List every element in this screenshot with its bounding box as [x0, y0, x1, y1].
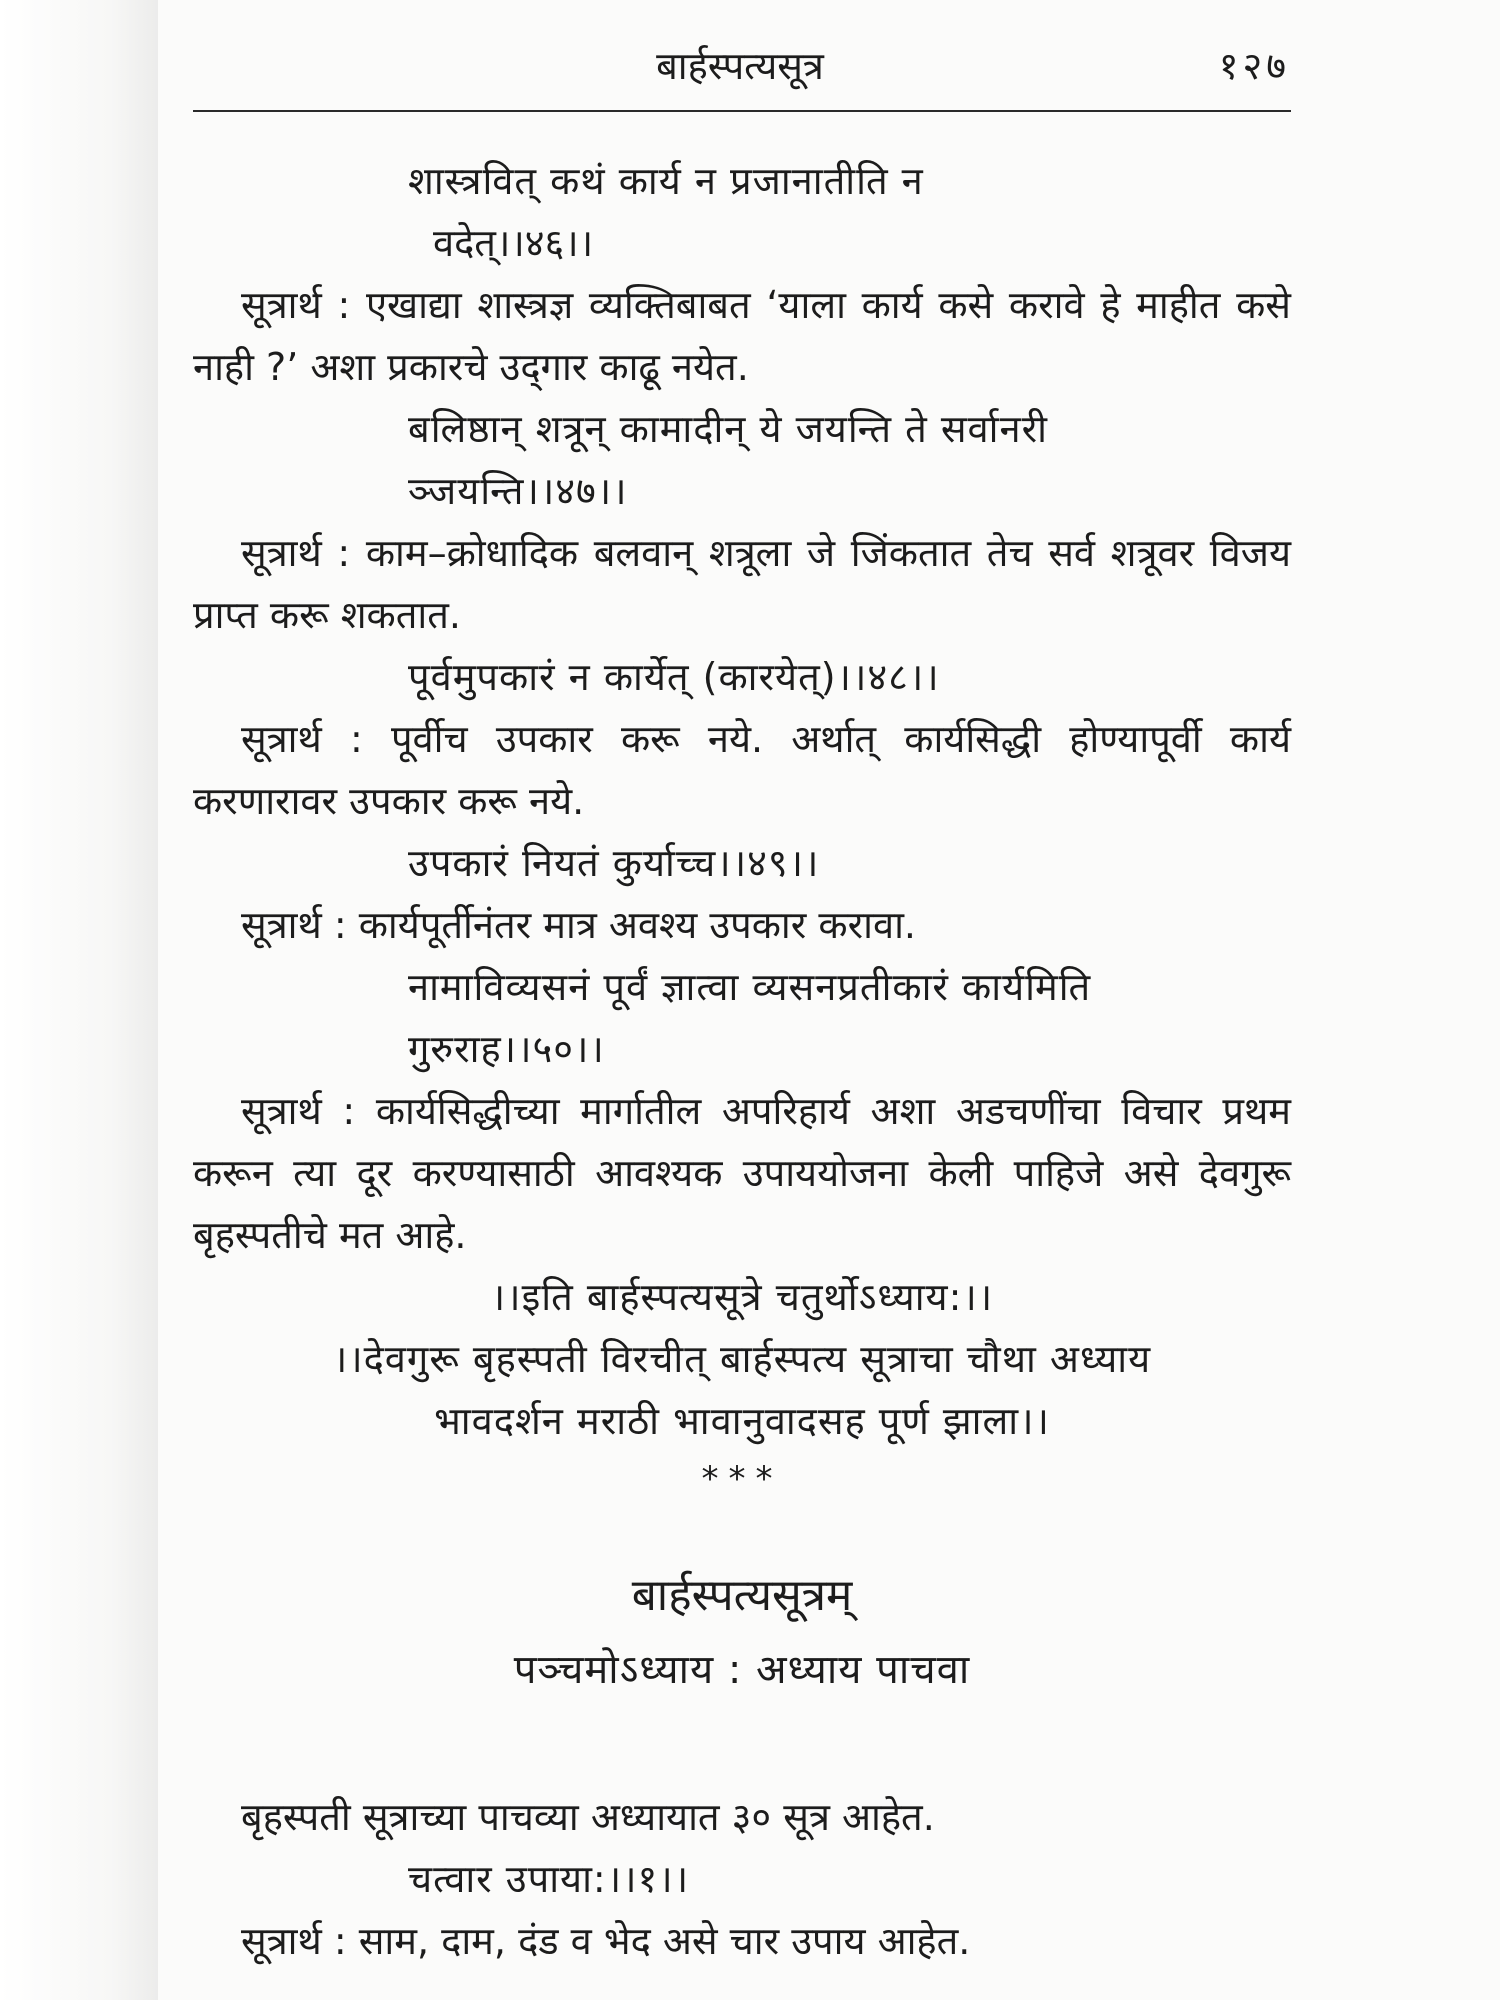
sutra-50-line-1: नामाविव्यसनं पूर्वं ज्ञात्वा व्यसनप्रतीकारं कार्यमिति — [408, 965, 1092, 1009]
chapter-4-end-line-2: ।।देवगुरू बृहस्पती विरचीत् बार्हस्पत्य सूत्राचा चौथा अध्याय — [332, 1337, 1152, 1381]
chapter-5-title: बार्हस्पत्यसूत्रम् — [631, 1570, 853, 1621]
sutra-49-meaning: सूत्रार्थ : कार्यपूर्तीनंतर मात्र अवश्य उपकार करावा. — [241, 903, 916, 947]
section-divider-stars: *** — [701, 1459, 783, 1499]
sutra-49-line-1: उपकारं नियतं कुर्याच्च।।४९।। — [408, 841, 820, 885]
chapter-5-sutra-1-meaning: सूत्रार्थ : साम, दाम, दंड व भेद असे चार उपाय आहेत. — [241, 1919, 971, 1963]
sutra-48-line-1: पूर्वमुपकारं न कार्येत् (कारयेत्)।।४८।। — [408, 655, 940, 699]
chapter-4-end-line-3: भावदर्शन मराठी भावानुवादसह पूर्ण झाला।। — [434, 1399, 1050, 1443]
sutra-47-meaning: सूत्रार्थ : काम–क्रोधादिक बलवान् शत्रूला जे जिंकतात तेच सर्व शत्रूवर विजय प्राप्त करू शकतात. — [193, 531, 1291, 637]
sutra-46-meaning: सूत्रार्थ : एखाद्या शास्त्रज्ञ व्यक्तिबाबत ‘याला कार्य कसे करावे हे माहीत कसे नाही ?’ अशा प्रकारचे उद्‌गार काढू नयेत. — [193, 283, 1291, 389]
chapter-5-intro: बृहस्पती सूत्राच्या पाचव्या अध्यायात ३० सूत्र आहेत. — [241, 1795, 935, 1839]
sutra-47-line-2: ञ्जयन्ति।।४७।। — [408, 469, 628, 513]
sutra-50-meaning: सूत्रार्थ : कार्यसिद्धीच्या मार्गातील अपरिहार्य अशा अडचणींचा विचार प्रथम करून त्या दूर करण्यासाठी आवश्यक उपाययोजना केली पाहिजे असे देवगुरू बृहस्पतीचे मत आहे. — [193, 1089, 1291, 1257]
sutra-46-line-2: वदेत्।।४६।। — [433, 221, 594, 265]
chapter-4-end-line-1: ।।इति बार्हस्पत्यसूत्रे चतुर्थोऽध्याय:।। — [490, 1275, 994, 1319]
chapter-5-sutra-1: चत्वार उपाया:।।१।। — [408, 1857, 690, 1901]
book-spine-gutter — [0, 0, 158, 2000]
sutra-48-meaning: सूत्रार्थ : पूर्वीच उपकार करू नये. अर्थात् कार्यसिद्धी होण्यापूर्वी कार्य करणारावर उपकार करू नये. — [193, 717, 1291, 823]
page-body — [193, 150, 1291, 1972]
page-number: १२७ — [1218, 44, 1290, 88]
running-header-title: बार्हस्पत्यसूत्र — [656, 44, 824, 88]
chapter-5-subtitle: पञ्चमोऽध्याय : अध्याय पाचवा — [513, 1647, 971, 1693]
sutra-47-line-1: बलिष्ठान् शत्रून् कामादीन् ये जयन्ति ते सर्वानरी — [408, 407, 1048, 451]
header-rule — [193, 110, 1291, 112]
sutra-46-line-1: शास्त्रवित् कथं कार्य न प्रजानातीति न — [408, 159, 924, 203]
sutra-50-line-2: गुरुराह।।५०।। — [408, 1027, 605, 1071]
